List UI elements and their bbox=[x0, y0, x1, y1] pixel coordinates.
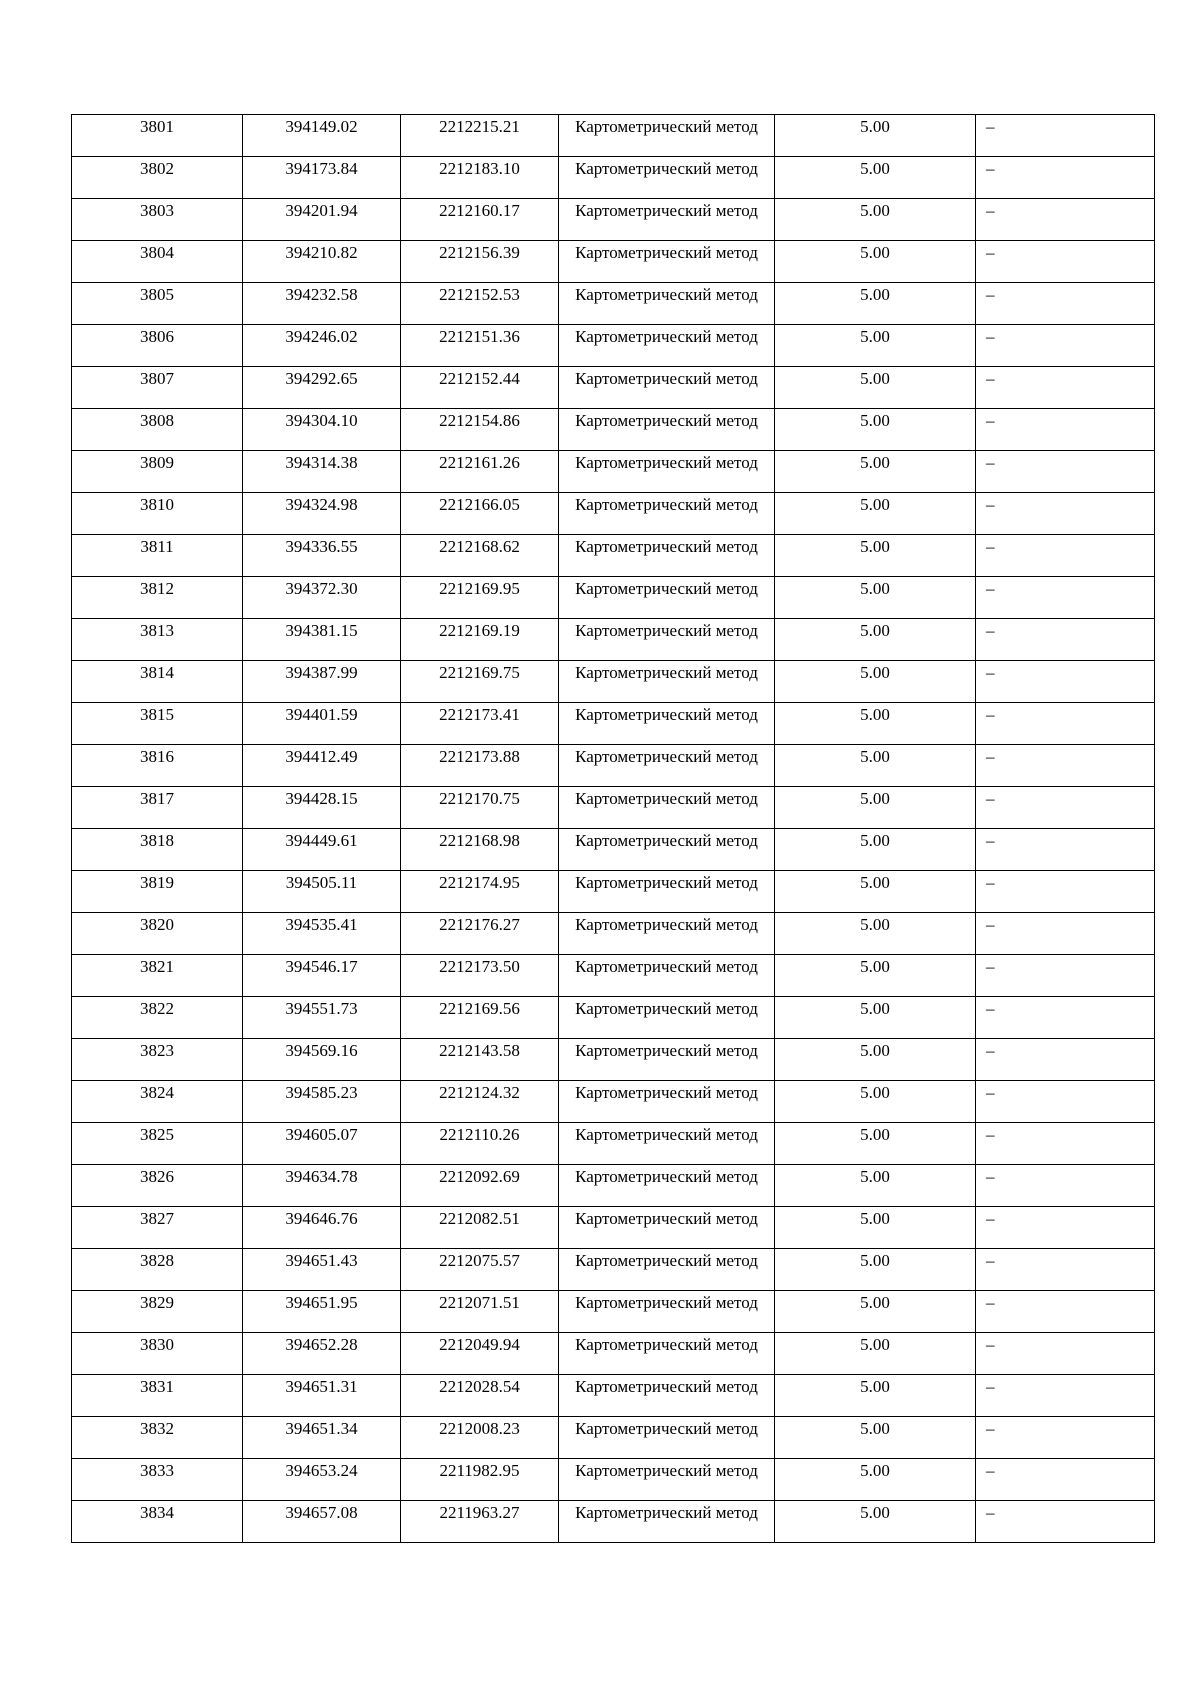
method-cell: Картометрический метод bbox=[559, 157, 775, 199]
accuracy-cell: 5.00 bbox=[775, 493, 976, 535]
point-number-cell: 3823 bbox=[72, 1039, 243, 1081]
y-coordinate-cell: 2212173.41 bbox=[401, 703, 559, 745]
table-row bbox=[72, 1291, 1155, 1333]
coordinates-table bbox=[71, 114, 1155, 1543]
method-cell: Картометрический метод bbox=[559, 661, 775, 703]
accuracy-cell: 5.00 bbox=[775, 787, 976, 829]
note-cell: – bbox=[976, 787, 1155, 829]
point-number-cell: 3832 bbox=[72, 1417, 243, 1459]
table-row bbox=[72, 409, 1155, 451]
note-cell: – bbox=[976, 1249, 1155, 1291]
y-coordinate-cell: 2211982.95 bbox=[401, 1459, 559, 1501]
accuracy-cell: 5.00 bbox=[775, 367, 976, 409]
accuracy-cell: 5.00 bbox=[775, 661, 976, 703]
note-cell: – bbox=[976, 241, 1155, 283]
method-cell: Картометрический метод bbox=[559, 787, 775, 829]
method-cell: Картометрический метод bbox=[559, 1123, 775, 1165]
point-number-cell: 3807 bbox=[72, 367, 243, 409]
accuracy-cell: 5.00 bbox=[775, 1459, 976, 1501]
accuracy-cell: 5.00 bbox=[775, 157, 976, 199]
accuracy-cell: 5.00 bbox=[775, 913, 976, 955]
y-coordinate-cell: 2212124.32 bbox=[401, 1081, 559, 1123]
x-coordinate-cell: 394651.31 bbox=[243, 1375, 401, 1417]
x-coordinate-cell: 394428.15 bbox=[243, 787, 401, 829]
table-row bbox=[72, 1249, 1155, 1291]
note-cell: – bbox=[976, 283, 1155, 325]
note-cell: – bbox=[976, 409, 1155, 451]
x-coordinate-cell: 394387.99 bbox=[243, 661, 401, 703]
note-cell: – bbox=[976, 157, 1155, 199]
note-cell: – bbox=[976, 1501, 1155, 1543]
accuracy-cell: 5.00 bbox=[775, 1333, 976, 1375]
method-cell: Картометрический метод bbox=[559, 115, 775, 157]
method-cell: Картометрический метод bbox=[559, 871, 775, 913]
y-coordinate-cell: 2212008.23 bbox=[401, 1417, 559, 1459]
note-cell: – bbox=[976, 535, 1155, 577]
point-number-cell: 3831 bbox=[72, 1375, 243, 1417]
table-row bbox=[72, 1165, 1155, 1207]
point-number-cell: 3830 bbox=[72, 1333, 243, 1375]
x-coordinate-cell: 394201.94 bbox=[243, 199, 401, 241]
x-coordinate-cell: 394535.41 bbox=[243, 913, 401, 955]
accuracy-cell: 5.00 bbox=[775, 409, 976, 451]
point-number-cell: 3833 bbox=[72, 1459, 243, 1501]
point-number-cell: 3816 bbox=[72, 745, 243, 787]
method-cell: Картометрический метод bbox=[559, 1333, 775, 1375]
x-coordinate-cell: 394605.07 bbox=[243, 1123, 401, 1165]
method-cell: Картометрический метод bbox=[559, 829, 775, 871]
method-cell: Картометрический метод bbox=[559, 745, 775, 787]
y-coordinate-cell: 2212169.95 bbox=[401, 577, 559, 619]
note-cell: – bbox=[976, 661, 1155, 703]
table-row bbox=[72, 997, 1155, 1039]
coordinates-table-body bbox=[72, 115, 1155, 1543]
note-cell: – bbox=[976, 1333, 1155, 1375]
y-coordinate-cell: 2212174.95 bbox=[401, 871, 559, 913]
point-number-cell: 3810 bbox=[72, 493, 243, 535]
method-cell: Картометрический метод bbox=[559, 535, 775, 577]
table-row bbox=[72, 1207, 1155, 1249]
y-coordinate-cell: 2212082.51 bbox=[401, 1207, 559, 1249]
x-coordinate-cell: 394401.59 bbox=[243, 703, 401, 745]
accuracy-cell: 5.00 bbox=[775, 283, 976, 325]
method-cell: Картометрический метод bbox=[559, 703, 775, 745]
accuracy-cell: 5.00 bbox=[775, 1039, 976, 1081]
x-coordinate-cell: 394505.11 bbox=[243, 871, 401, 913]
accuracy-cell: 5.00 bbox=[775, 1207, 976, 1249]
y-coordinate-cell: 2212143.58 bbox=[401, 1039, 559, 1081]
point-number-cell: 3829 bbox=[72, 1291, 243, 1333]
y-coordinate-cell: 2212176.27 bbox=[401, 913, 559, 955]
y-coordinate-cell: 2212156.39 bbox=[401, 241, 559, 283]
accuracy-cell: 5.00 bbox=[775, 871, 976, 913]
note-cell: – bbox=[976, 577, 1155, 619]
point-number-cell: 3812 bbox=[72, 577, 243, 619]
accuracy-cell: 5.00 bbox=[775, 1123, 976, 1165]
method-cell: Картометрический метод bbox=[559, 1417, 775, 1459]
x-coordinate-cell: 394336.55 bbox=[243, 535, 401, 577]
accuracy-cell: 5.00 bbox=[775, 325, 976, 367]
x-coordinate-cell: 394651.43 bbox=[243, 1249, 401, 1291]
x-coordinate-cell: 394381.15 bbox=[243, 619, 401, 661]
x-coordinate-cell: 394304.10 bbox=[243, 409, 401, 451]
accuracy-cell: 5.00 bbox=[775, 1081, 976, 1123]
y-coordinate-cell: 2212152.44 bbox=[401, 367, 559, 409]
note-cell: – bbox=[976, 913, 1155, 955]
y-coordinate-cell: 2212168.62 bbox=[401, 535, 559, 577]
note-cell: – bbox=[976, 829, 1155, 871]
x-coordinate-cell: 394653.24 bbox=[243, 1459, 401, 1501]
y-coordinate-cell: 2212215.21 bbox=[401, 115, 559, 157]
note-cell: – bbox=[976, 1417, 1155, 1459]
note-cell: – bbox=[976, 619, 1155, 661]
point-number-cell: 3824 bbox=[72, 1081, 243, 1123]
y-coordinate-cell: 2212110.26 bbox=[401, 1123, 559, 1165]
method-cell: Картометрический метод bbox=[559, 1081, 775, 1123]
note-cell: – bbox=[976, 1291, 1155, 1333]
table-row bbox=[72, 199, 1155, 241]
method-cell: Картометрический метод bbox=[559, 199, 775, 241]
table-row bbox=[72, 871, 1155, 913]
x-coordinate-cell: 394651.95 bbox=[243, 1291, 401, 1333]
x-coordinate-cell: 394651.34 bbox=[243, 1417, 401, 1459]
accuracy-cell: 5.00 bbox=[775, 1417, 976, 1459]
note-cell: – bbox=[976, 1207, 1155, 1249]
note-cell: – bbox=[976, 493, 1155, 535]
method-cell: Картометрический метод bbox=[559, 283, 775, 325]
table-row bbox=[72, 1417, 1155, 1459]
accuracy-cell: 5.00 bbox=[775, 577, 976, 619]
x-coordinate-cell: 394585.23 bbox=[243, 1081, 401, 1123]
table-row bbox=[72, 535, 1155, 577]
y-coordinate-cell: 2211963.27 bbox=[401, 1501, 559, 1543]
note-cell: – bbox=[976, 745, 1155, 787]
method-cell: Картометрический метод bbox=[559, 493, 775, 535]
y-coordinate-cell: 2212169.19 bbox=[401, 619, 559, 661]
note-cell: – bbox=[976, 115, 1155, 157]
accuracy-cell: 5.00 bbox=[775, 1291, 976, 1333]
point-number-cell: 3801 bbox=[72, 115, 243, 157]
note-cell: – bbox=[976, 1165, 1155, 1207]
accuracy-cell: 5.00 bbox=[775, 451, 976, 493]
point-number-cell: 3819 bbox=[72, 871, 243, 913]
accuracy-cell: 5.00 bbox=[775, 745, 976, 787]
point-number-cell: 3834 bbox=[72, 1501, 243, 1543]
x-coordinate-cell: 394246.02 bbox=[243, 325, 401, 367]
point-number-cell: 3821 bbox=[72, 955, 243, 997]
method-cell: Картометрический метод bbox=[559, 241, 775, 283]
accuracy-cell: 5.00 bbox=[775, 115, 976, 157]
method-cell: Картометрический метод bbox=[559, 367, 775, 409]
table-row bbox=[72, 703, 1155, 745]
point-number-cell: 3805 bbox=[72, 283, 243, 325]
method-cell: Картометрический метод bbox=[559, 955, 775, 997]
note-cell: – bbox=[976, 1039, 1155, 1081]
y-coordinate-cell: 2212169.75 bbox=[401, 661, 559, 703]
accuracy-cell: 5.00 bbox=[775, 997, 976, 1039]
x-coordinate-cell: 394372.30 bbox=[243, 577, 401, 619]
x-coordinate-cell: 394324.98 bbox=[243, 493, 401, 535]
y-coordinate-cell: 2212160.17 bbox=[401, 199, 559, 241]
y-coordinate-cell: 2212154.86 bbox=[401, 409, 559, 451]
note-cell: – bbox=[976, 703, 1155, 745]
method-cell: Картометрический метод bbox=[559, 1291, 775, 1333]
note-cell: – bbox=[976, 1081, 1155, 1123]
point-number-cell: 3803 bbox=[72, 199, 243, 241]
accuracy-cell: 5.00 bbox=[775, 1501, 976, 1543]
y-coordinate-cell: 2212075.57 bbox=[401, 1249, 559, 1291]
table-row bbox=[72, 1333, 1155, 1375]
accuracy-cell: 5.00 bbox=[775, 241, 976, 283]
method-cell: Картометрический метод bbox=[559, 1501, 775, 1543]
accuracy-cell: 5.00 bbox=[775, 955, 976, 997]
x-coordinate-cell: 394210.82 bbox=[243, 241, 401, 283]
table-row bbox=[72, 1123, 1155, 1165]
table-row bbox=[72, 619, 1155, 661]
point-number-cell: 3827 bbox=[72, 1207, 243, 1249]
x-coordinate-cell: 394546.17 bbox=[243, 955, 401, 997]
y-coordinate-cell: 2212183.10 bbox=[401, 157, 559, 199]
point-number-cell: 3806 bbox=[72, 325, 243, 367]
point-number-cell: 3820 bbox=[72, 913, 243, 955]
table-row bbox=[72, 661, 1155, 703]
point-number-cell: 3808 bbox=[72, 409, 243, 451]
point-number-cell: 3815 bbox=[72, 703, 243, 745]
accuracy-cell: 5.00 bbox=[775, 199, 976, 241]
note-cell: – bbox=[976, 325, 1155, 367]
y-coordinate-cell: 2212170.75 bbox=[401, 787, 559, 829]
x-coordinate-cell: 394652.28 bbox=[243, 1333, 401, 1375]
table-row bbox=[72, 745, 1155, 787]
table-row bbox=[72, 1459, 1155, 1501]
note-cell: – bbox=[976, 1123, 1155, 1165]
x-coordinate-cell: 394657.08 bbox=[243, 1501, 401, 1543]
y-coordinate-cell: 2212151.36 bbox=[401, 325, 559, 367]
point-number-cell: 3818 bbox=[72, 829, 243, 871]
point-number-cell: 3825 bbox=[72, 1123, 243, 1165]
method-cell: Картометрический метод bbox=[559, 451, 775, 493]
table-row bbox=[72, 115, 1155, 157]
method-cell: Картометрический метод bbox=[559, 577, 775, 619]
x-coordinate-cell: 394173.84 bbox=[243, 157, 401, 199]
table-row bbox=[72, 913, 1155, 955]
y-coordinate-cell: 2212169.56 bbox=[401, 997, 559, 1039]
table-row bbox=[72, 451, 1155, 493]
y-coordinate-cell: 2212173.88 bbox=[401, 745, 559, 787]
x-coordinate-cell: 394314.38 bbox=[243, 451, 401, 493]
note-cell: – bbox=[976, 451, 1155, 493]
point-number-cell: 3804 bbox=[72, 241, 243, 283]
y-coordinate-cell: 2212071.51 bbox=[401, 1291, 559, 1333]
y-coordinate-cell: 2212173.50 bbox=[401, 955, 559, 997]
x-coordinate-cell: 394412.49 bbox=[243, 745, 401, 787]
y-coordinate-cell: 2212168.98 bbox=[401, 829, 559, 871]
method-cell: Картометрический метод bbox=[559, 1207, 775, 1249]
note-cell: – bbox=[976, 871, 1155, 913]
table-row bbox=[72, 955, 1155, 997]
point-number-cell: 3828 bbox=[72, 1249, 243, 1291]
note-cell: – bbox=[976, 199, 1155, 241]
accuracy-cell: 5.00 bbox=[775, 1249, 976, 1291]
table-row bbox=[72, 283, 1155, 325]
table-row bbox=[72, 241, 1155, 283]
accuracy-cell: 5.00 bbox=[775, 829, 976, 871]
table-row bbox=[72, 493, 1155, 535]
accuracy-cell: 5.00 bbox=[775, 619, 976, 661]
method-cell: Картометрический метод bbox=[559, 997, 775, 1039]
y-coordinate-cell: 2212166.05 bbox=[401, 493, 559, 535]
x-coordinate-cell: 394646.76 bbox=[243, 1207, 401, 1249]
method-cell: Картометрический метод bbox=[559, 1039, 775, 1081]
point-number-cell: 3822 bbox=[72, 997, 243, 1039]
table-row bbox=[72, 325, 1155, 367]
x-coordinate-cell: 394569.16 bbox=[243, 1039, 401, 1081]
point-number-cell: 3817 bbox=[72, 787, 243, 829]
accuracy-cell: 5.00 bbox=[775, 703, 976, 745]
note-cell: – bbox=[976, 955, 1155, 997]
table-row bbox=[72, 157, 1155, 199]
method-cell: Картометрический метод bbox=[559, 325, 775, 367]
method-cell: Картометрический метод bbox=[559, 1249, 775, 1291]
method-cell: Картометрический метод bbox=[559, 409, 775, 451]
table-row bbox=[72, 829, 1155, 871]
table-row bbox=[72, 787, 1155, 829]
table-row bbox=[72, 1039, 1155, 1081]
point-number-cell: 3811 bbox=[72, 535, 243, 577]
table-row bbox=[72, 367, 1155, 409]
point-number-cell: 3814 bbox=[72, 661, 243, 703]
method-cell: Картометрический метод bbox=[559, 1375, 775, 1417]
point-number-cell: 3826 bbox=[72, 1165, 243, 1207]
y-coordinate-cell: 2212049.94 bbox=[401, 1333, 559, 1375]
method-cell: Картометрический метод bbox=[559, 913, 775, 955]
point-number-cell: 3813 bbox=[72, 619, 243, 661]
note-cell: – bbox=[976, 1375, 1155, 1417]
note-cell: – bbox=[976, 997, 1155, 1039]
method-cell: Картометрический метод bbox=[559, 619, 775, 661]
table-row bbox=[72, 1081, 1155, 1123]
y-coordinate-cell: 2212092.69 bbox=[401, 1165, 559, 1207]
x-coordinate-cell: 394551.73 bbox=[243, 997, 401, 1039]
note-cell: – bbox=[976, 367, 1155, 409]
table-row bbox=[72, 577, 1155, 619]
x-coordinate-cell: 394634.78 bbox=[243, 1165, 401, 1207]
x-coordinate-cell: 394449.61 bbox=[243, 829, 401, 871]
point-number-cell: 3809 bbox=[72, 451, 243, 493]
accuracy-cell: 5.00 bbox=[775, 535, 976, 577]
method-cell: Картометрический метод bbox=[559, 1459, 775, 1501]
point-number-cell: 3802 bbox=[72, 157, 243, 199]
x-coordinate-cell: 394292.65 bbox=[243, 367, 401, 409]
x-coordinate-cell: 394232.58 bbox=[243, 283, 401, 325]
table-row bbox=[72, 1501, 1155, 1543]
x-coordinate-cell: 394149.02 bbox=[243, 115, 401, 157]
y-coordinate-cell: 2212152.53 bbox=[401, 283, 559, 325]
accuracy-cell: 5.00 bbox=[775, 1165, 976, 1207]
method-cell: Картометрический метод bbox=[559, 1165, 775, 1207]
note-cell: – bbox=[976, 1459, 1155, 1501]
y-coordinate-cell: 2212028.54 bbox=[401, 1375, 559, 1417]
table-row bbox=[72, 1375, 1155, 1417]
accuracy-cell: 5.00 bbox=[775, 1375, 976, 1417]
y-coordinate-cell: 2212161.26 bbox=[401, 451, 559, 493]
